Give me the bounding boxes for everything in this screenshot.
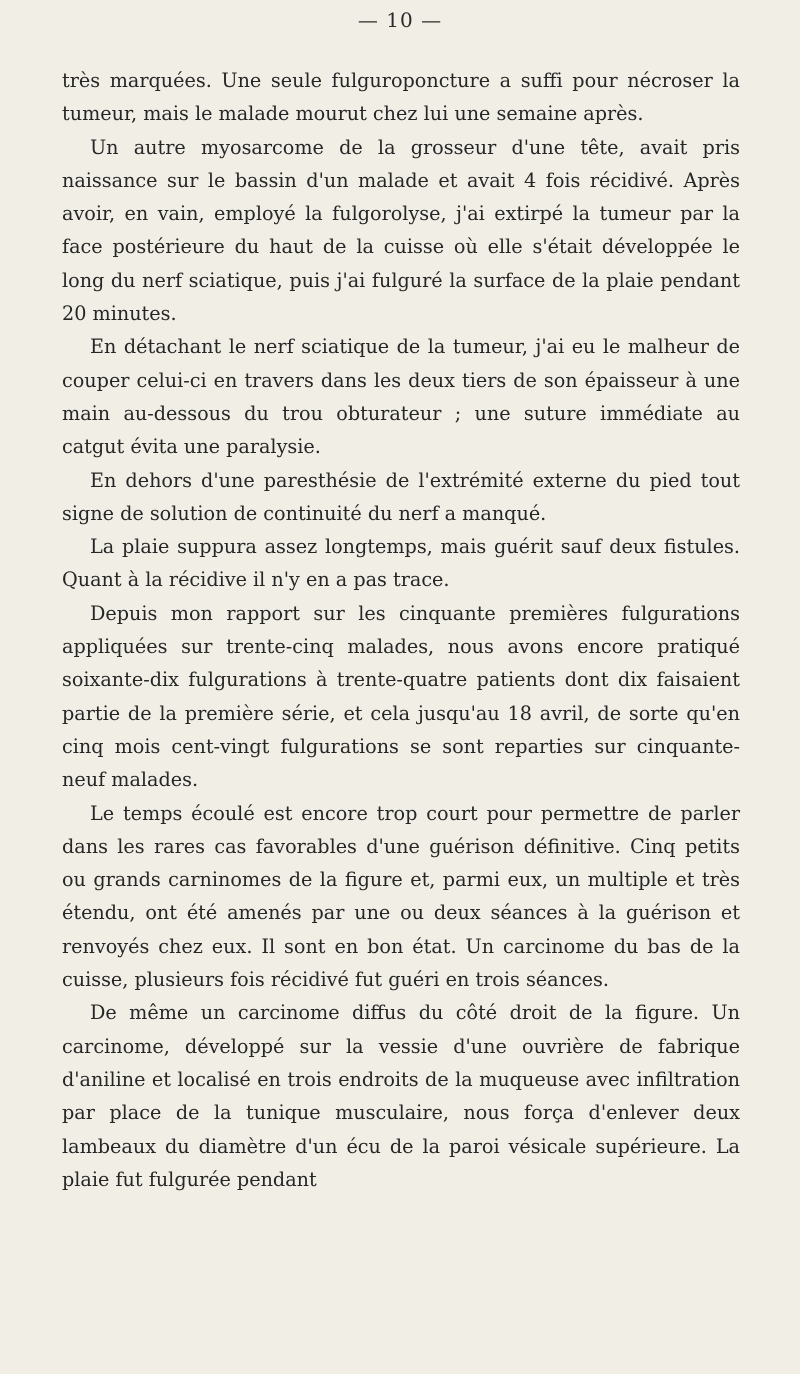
paragraph-2: Un autre myosarcome de la grosseur d'une tête, avait pris naissance sur le bassin d'un malade et avait 4 fois récidivé. Après avoir, en vain, employé la fulgorolyse, j'ai extirpé la tumeur par la face postérieure du haut de la cuisse où elle s'était développée le long du nerf sciatique, puis j'ai fulguré la surface de la plaie pendant 20 minutes. (62, 135, 740, 326)
page-number: — 10 — (357, 8, 443, 32)
paragraph-4: En dehors d'une paresthésie de l'extrémité externe du pied tout signe de solution de continuité du nerf a manqué. (62, 468, 740, 525)
paragraph-8: De même un carcinome diffus du côté droit de la figure. Un carcinome, développé sur la vessie d'une ouvrière de fabrique d'aniline et localisé en trois endroits de la muqueuse avec infiltration par place de la tunique musculaire, nous força d'enlever deux lambeaux du diamètre d'un écu de la paroi vésicale supérieure. La plaie fut fulgurée pendant (62, 1001, 740, 1191)
paragraph-6: Depuis mon rapport sur les cinquante premières fulgurations appliquées sur trente-cinq malades, nous avons encore pratiqué soixante-dix fulgurations à trente-quatre patients dont dix faisaient partie de la première série, et cela jusqu'au 18 avril, de sorte qu'en cinq mois cent-vingt fulgurations se sont reparties sur cinquante-neuf malades. (62, 601, 740, 792)
body-text (62, 64, 740, 1196)
paragraph-1: très marquées. Une seule fulguroponcture a suffi pour nécroser la tumeur, mais le malade mourut chez lui une semaine après. (62, 69, 740, 126)
paragraph-7: Le temps écoulé est encore trop court pour permettre de parler dans les rares cas favorables d'une guérison définitive. Cinq petits ou grands carninomes de la figure et, parmi eux, un multiple et très étendu, ont été amenés par une ou deux séances à la guérison et renvoyés chez eux. Il sont en bon état. Un carcinome du bas de la cuisse, plusieurs fois récidivé fut guéri en trois séances. (62, 801, 740, 992)
paragraph-5: La plaie suppura assez longtemps, mais guérit sauf deux fistules. Quant à la récidive il n'y en a pas trace. (62, 535, 740, 592)
paragraph-3: En détachant le nerf sciatique de la tumeur, j'ai eu le malheur de couper celui-ci en travers dans les deux tiers de son épaisseur à une main au-dessous du trou obturateur ; une suture immédiate au catgut évita une paralysie. (62, 335, 740, 459)
